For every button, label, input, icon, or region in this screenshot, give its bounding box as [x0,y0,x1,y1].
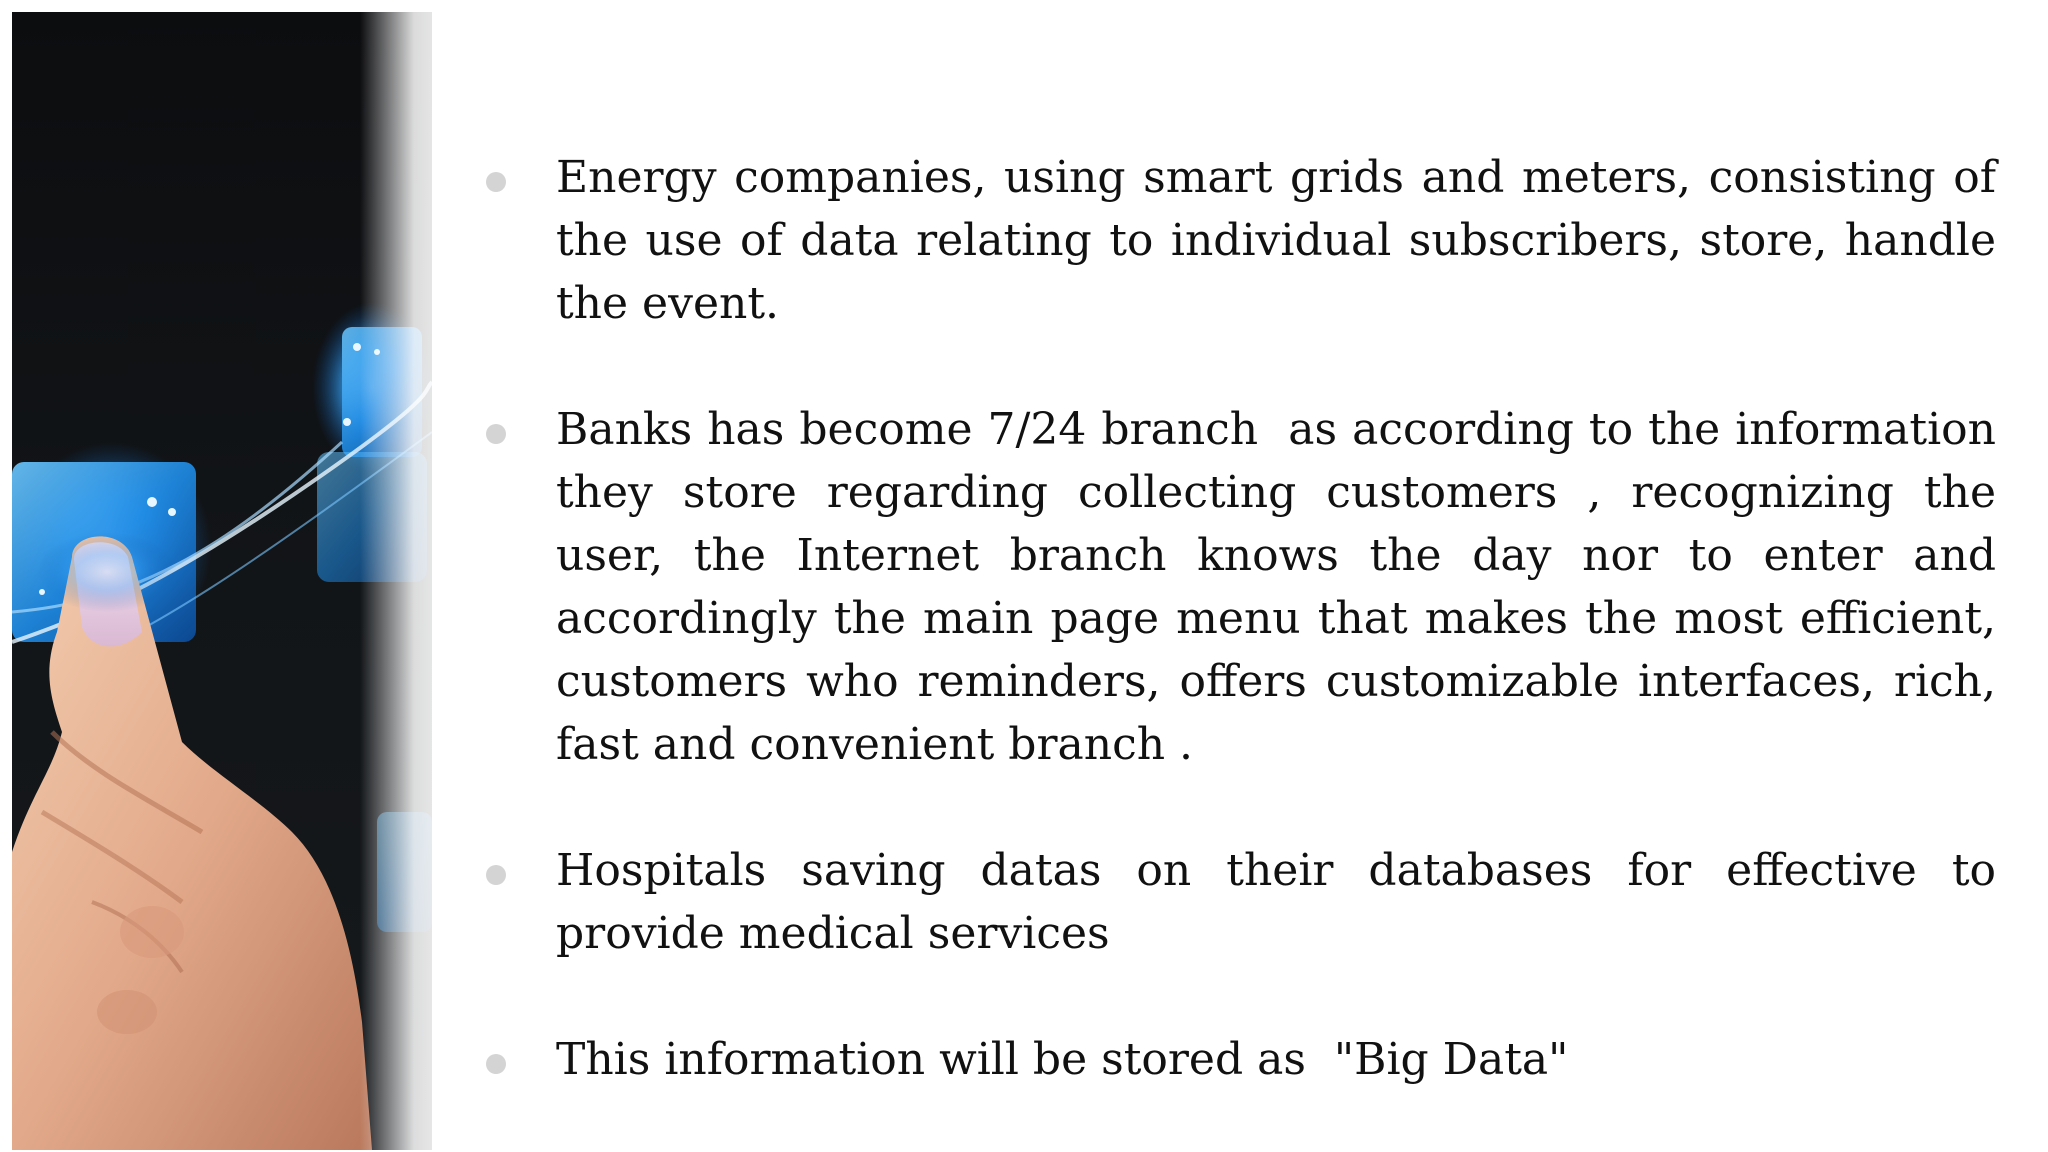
bullet-dot-icon [486,865,506,885]
photo-fade-edge [360,0,480,1152]
bullet-text: Banks has become 7/24 branch as according to the information they store regarding collecting customers , recognizing the user, the Internet branch knows the day nor to enter and accordingly the main page menu that makes the most efficient, customers who reminders, offers customizable interfaces, rich, fast and convenient branch . [556,404,2010,770]
bullet-item [486,398,2010,776]
bullet-item [486,839,2010,965]
bullet-dot-icon [486,172,506,192]
bullet-item [486,1028,1996,1091]
bullet-dot-icon [486,1054,506,1074]
bullet-text: Hospitals saving datas on their databases for effective to provide medical services [556,845,2010,959]
bullet-list [486,146,2010,1152]
bullet-text: This information will be stored as "Big Data" [556,1034,1569,1085]
bullet-dot-icon [486,424,506,444]
bullet-text: Energy companies, using smart grids and meters, consisting of the use of data relating to individual subscribers, store, handle the event. [556,152,2010,329]
bullet-item [486,146,2010,335]
